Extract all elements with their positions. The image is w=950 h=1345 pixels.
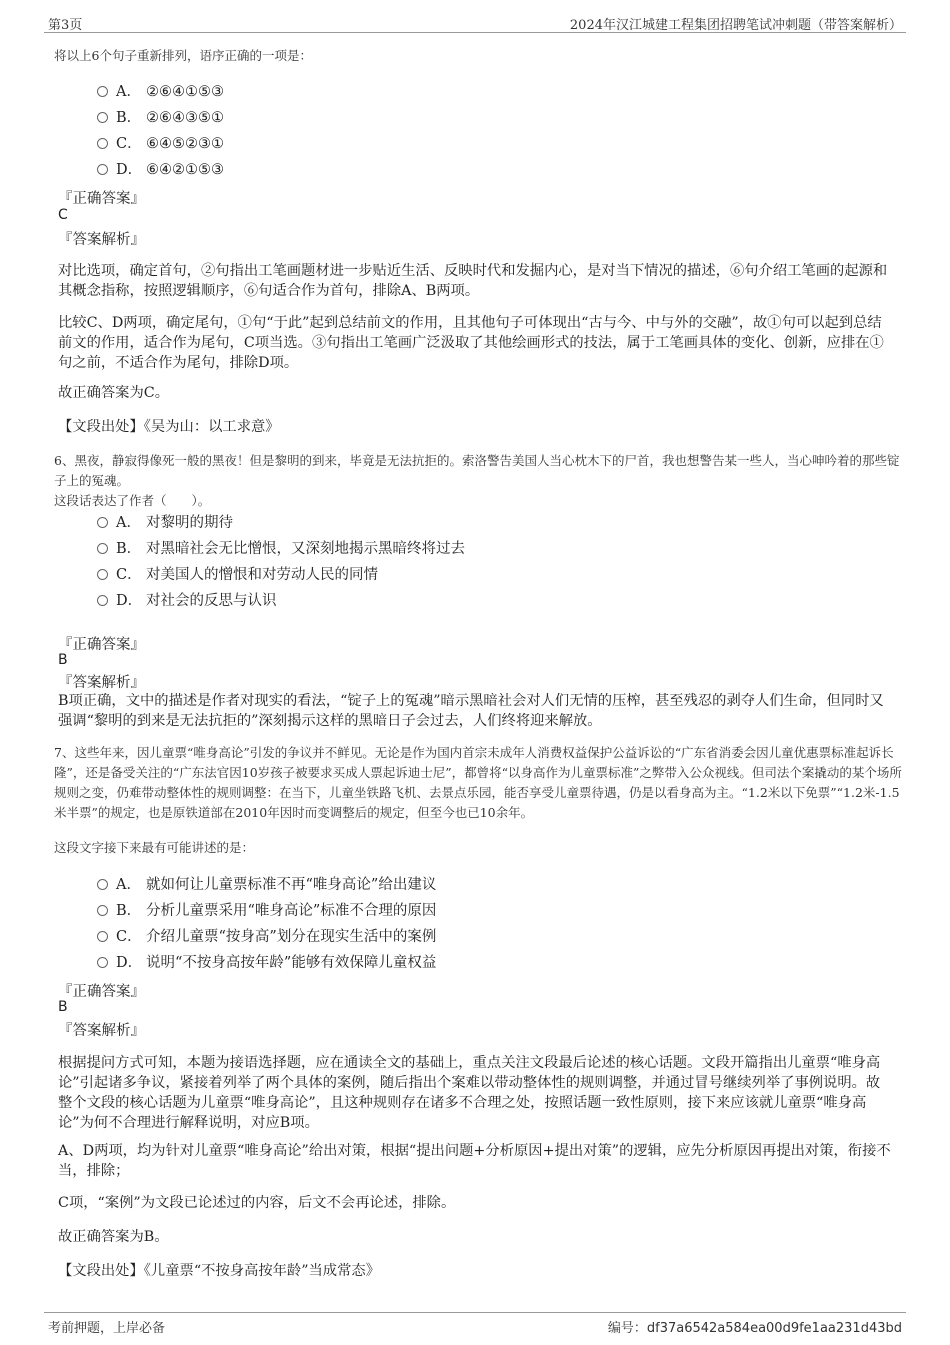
- q7-analysis-label: 『答案解析』: [58, 1023, 145, 1039]
- page-header: [44, 12, 906, 33]
- radio-icon[interactable]: [97, 595, 108, 606]
- q6-answer-label: 『正确答案』: [58, 637, 145, 653]
- radio-icon[interactable]: [97, 905, 108, 916]
- document-code-label: 编号：: [607, 1321, 647, 1336]
- q6-question: 这段话表达了作者（ ）。: [54, 493, 211, 508]
- q6-answer: B: [58, 652, 68, 668]
- q5-option-c[interactable]: C． ⑥④⑤②③①: [97, 133, 224, 155]
- radio-icon[interactable]: [97, 957, 108, 968]
- radio-icon[interactable]: [97, 543, 108, 554]
- radio-icon[interactable]: [97, 569, 108, 580]
- q7-option-c[interactable]: C． 介绍儿童票“按身高”划分在现实生活中的案例: [97, 926, 436, 948]
- radio-icon[interactable]: [97, 112, 108, 123]
- document-code-value: df37a6542a584ea00d9fe1aa231d43bd: [646, 1321, 902, 1336]
- q5-analysis-label: 『答案解析』: [58, 232, 145, 248]
- footer-slogan: 考前押题，上岸必备: [48, 1321, 166, 1336]
- page-footer: [44, 1312, 906, 1335]
- q7-analysis-paragraph: 根据提问方式可知，本题为接语选择题，应在通读全文的基础上，重点关注文段最后论述的核心话题。文段开篇指出儿童票“唯身高论”引起诸多争议，紧接着列举了两个具体的案例，随后指出个案难以带动整体性的规则调整，并通过冒号继续列举了事例说明。故整个文段的核心话题为儿童票“唯身高论”，且这种规则存在诸多不合理之处，按照话题一致性原则，接下来应该就儿童票“唯身高论”为何不合理进行解释说明，对应B项。: [58, 1055, 881, 1131]
- q6-stem: 6、黑夜，静寂得像死一般的黑夜！但是黎明的到来，毕竟是无法抗拒的。索洛警告美国人当心枕木下的尸首，我也想警告某一些人，当心呻吟着的那些锭子上的冤魂。: [54, 453, 900, 488]
- q6-option-c[interactable]: C． 对美国人的憎恨和对劳动人民的同情: [97, 564, 378, 586]
- radio-icon[interactable]: [97, 86, 108, 97]
- radio-icon[interactable]: [97, 164, 108, 175]
- q5-source: 【文段出处】《吴为山：以工求意》: [58, 419, 280, 435]
- q7-answer: B: [58, 999, 68, 1015]
- q5-analysis-paragraph: 对比选项，确定首句，②句指出工笔画题材进一步贴近生活、反映时代和发掘内心，是对当下情况的描述，⑥句介绍工笔画的起源和其概念指称，按照逻辑顺序，⑥句适合作为首句，排除A、B两项。: [58, 263, 888, 299]
- q6-analysis-label: 『答案解析』: [58, 675, 145, 691]
- q6-option-b[interactable]: B． 对黑暗社会无比憎恨，又深刻地揭示黑暗终将过去: [97, 538, 465, 560]
- q7-analysis-paragraph: A、D两项，均为针对儿童票“唯身高论”给出对策，根据“提出问题+分析原因+提出对策”的逻辑，应先分析原因再提出对策，衔接不当，排除；: [58, 1143, 891, 1179]
- q7-analysis-paragraph: C项，“案例”为文段已论述过的内容，后文不会再论述，排除。: [58, 1195, 456, 1211]
- q6-analysis: B项正确，文中的描述是作者对现实的看法，“锭子上的冤魂”暗示黑暗社会对人们无情的压榨，甚至残忍的剥夺人们生命，但同时又强调“黎明的到来是无法抗拒的”深刻揭示这样的黑暗日子会过去，人们终将迎来解放。: [58, 693, 884, 729]
- q5-option-a[interactable]: A． ②⑥④①⑤③: [97, 81, 224, 103]
- document-title: 2024年汉江城建工程集团招聘笔试冲刺题（带答案解析）: [569, 18, 902, 33]
- radio-icon[interactable]: [97, 879, 108, 890]
- radio-icon[interactable]: [97, 931, 108, 942]
- q5-answer: C: [58, 207, 68, 223]
- q7-option-b[interactable]: B． 分析儿童票采用“唯身高论”标准不合理的原因: [97, 900, 436, 922]
- q7-stem: 7、这些年来，因儿童票“唯身高论”引发的争议并不鲜见。无论是作为国内首宗未成年人消费权益保护公益诉讼的“广东省消委会因儿童优惠票标准起诉长隆”，还是备受关注的“广东法官因10岁孩子被要求买成人票起诉迪士尼”，都曾将“以身高作为儿童票标准”之弊带入公众视线。但司法个案撬动的某个场所规则之变，仍难带动整体性的规则调整：在当下，儿童坐铁路飞机、去景点乐园，能否享受儿童票待遇，仍是以看身高为主。“1.2米以下免票”“1.2米-1.5米半票”的规定，也是原铁道部在2010年因时而变调整后的规定，但至今也已10余年。: [54, 745, 902, 820]
- q5-option-b[interactable]: B． ②⑥④③⑤①: [97, 107, 224, 129]
- q7-question: 这段文字接下来最有可能讲述的是：: [54, 840, 255, 855]
- page-number: 第3页: [48, 18, 83, 33]
- q7-option-d[interactable]: D． 说明“不按身高按年龄”能够有效保障儿童权益: [97, 952, 436, 974]
- q7-analysis-conclusion: 故正确答案为B。: [58, 1229, 169, 1245]
- radio-icon[interactable]: [97, 138, 108, 149]
- q6-option-d[interactable]: D． 对社会的反思与认识: [97, 590, 277, 612]
- q5-option-d[interactable]: D． ⑥④②①⑤③: [97, 159, 224, 181]
- q5-analysis-conclusion: 故正确答案为C。: [58, 385, 170, 401]
- q5-analysis-paragraph: 比较C、D两项，确定尾句，①句“于此”起到总结前文的作用，且其他句子可体现出“古与今、中与外的交融”，故①句可以起到总结前文的作用，适合作为尾句，C项当选。③句指出工笔画广泛汲取了其他绘画形式的技法，属于工笔画具体的变化、创新，应排在①句之前，不适合作为尾句，排除D项。: [58, 315, 884, 371]
- q7-source: 【文段出处】《儿童票“不按身高按年龄”当成常态》: [58, 1263, 380, 1279]
- q5-answer-label: 『正确答案』: [58, 191, 145, 207]
- q5-stem: 将以上6个句子重新排列，语序正确的一项是：: [54, 48, 312, 63]
- q6-option-a[interactable]: A． 对黎明的期待: [97, 512, 233, 534]
- q7-option-a[interactable]: A． 就如何让儿童票标准不再“唯身高论”给出建议: [97, 874, 436, 896]
- q7-answer-label: 『正确答案』: [58, 984, 145, 1000]
- radio-icon[interactable]: [97, 517, 108, 528]
- document-code: [608, 1317, 902, 1336]
